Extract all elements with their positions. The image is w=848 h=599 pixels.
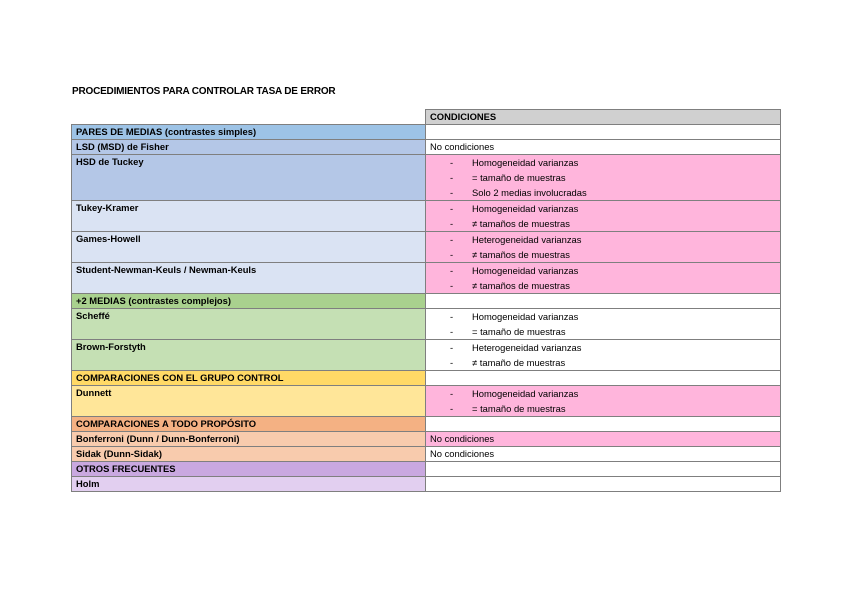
procedure-row (72, 447, 781, 462)
procedure-row (72, 155, 781, 201)
bullet-dash: - (450, 311, 454, 322)
bullet-dash: - (450, 265, 454, 276)
procedure-name: Holm (72, 477, 426, 492)
bullet-dash: - (450, 249, 454, 260)
bullet-dash: - (450, 326, 454, 337)
conditions-cell (426, 477, 781, 492)
conditions-list (430, 232, 776, 262)
conditions-cell (426, 417, 781, 432)
procedure-name: LSD (MSD) de Fisher (72, 140, 426, 155)
condition-text: Heterogeneidad varianzas (472, 234, 582, 245)
condition-item (430, 386, 776, 401)
conditions-cell (426, 155, 781, 201)
condition-text: ≠ tamaños de muestras (472, 249, 570, 260)
condition-item (430, 309, 776, 324)
table-body (72, 110, 781, 492)
condition-text: Homogeneidad varianzas (472, 265, 579, 276)
section-row (72, 294, 781, 309)
section-row (72, 417, 781, 432)
bullet-dash: - (450, 234, 454, 245)
condition-item (430, 155, 776, 170)
procedure-name: Sidak (Dunn-Sidak) (72, 447, 426, 462)
conditions-list (430, 340, 776, 370)
condition-item (430, 201, 776, 216)
header-row (72, 110, 781, 125)
condition-item (430, 401, 776, 416)
no-conditions-cell: No condiciones (426, 140, 781, 155)
bullet-dash: - (450, 388, 454, 399)
bullet-dash: - (450, 342, 454, 353)
section-label: +2 MEDIAS (contrastes complejos) (72, 294, 426, 309)
document-title: PROCEDIMIENTOS PARA CONTROLAR TASA DE ERROR (72, 86, 336, 97)
procedure-row (72, 309, 781, 340)
procedure-row (72, 477, 781, 492)
procedure-name: Brown-Forstyth (72, 340, 426, 371)
conditions-cell (426, 386, 781, 417)
procedure-row (72, 201, 781, 232)
conditions-header: CONDICIONES (426, 110, 781, 125)
procedure-name: Student-Newman-Keuls / Newman-Keuls (72, 263, 426, 294)
condition-text: ≠ tamaño de muestras (472, 357, 566, 368)
condition-text: Homogeneidad varianzas (472, 157, 579, 168)
procedure-name: Games-Howell (72, 232, 426, 263)
conditions-cell (426, 371, 781, 386)
conditions-list (430, 201, 776, 231)
condition-text: Homogeneidad varianzas (472, 388, 579, 399)
procedure-row (72, 232, 781, 263)
procedure-row (72, 263, 781, 294)
procedure-name: Dunnett (72, 386, 426, 417)
conditions-list (430, 263, 776, 293)
condition-item (430, 232, 776, 247)
bullet-dash: - (450, 218, 454, 229)
condition-item (430, 324, 776, 339)
section-row (72, 462, 781, 477)
condition-text: ≠ tamaños de muestras (472, 218, 570, 229)
condition-item (430, 278, 776, 293)
condition-item (430, 170, 776, 185)
conditions-cell (426, 462, 781, 477)
section-label: OTROS FRECUENTES (72, 462, 426, 477)
procedure-name: Scheffé (72, 309, 426, 340)
bullet-dash: - (450, 203, 454, 214)
bullet-dash: - (450, 157, 454, 168)
bullet-dash: - (450, 403, 454, 414)
conditions-list (430, 309, 776, 339)
condition-text: Homogeneidad varianzas (472, 203, 579, 214)
procedure-name: Bonferroni (Dunn / Dunn-Bonferroni) (72, 432, 426, 447)
conditions-cell (426, 232, 781, 263)
header-empty-cell (72, 110, 426, 125)
condition-text: = tamaño de muestras (472, 326, 566, 337)
section-label: PARES DE MEDIAS (contrastes simples) (72, 125, 426, 140)
conditions-cell (426, 309, 781, 340)
condition-text: = tamaño de muestras (472, 403, 566, 414)
conditions-list (430, 155, 776, 200)
condition-item (430, 216, 776, 231)
condition-text: Heterogeneidad varianzas (472, 342, 582, 353)
section-label: COMPARACIONES A TODO PROPÓSITO (72, 417, 426, 432)
bullet-dash: - (450, 187, 454, 198)
condition-item (430, 355, 776, 370)
conditions-cell (426, 125, 781, 140)
no-conditions-cell: No condiciones (426, 432, 781, 447)
condition-item (430, 247, 776, 262)
section-row (72, 125, 781, 140)
condition-item (430, 340, 776, 355)
conditions-cell (426, 201, 781, 232)
procedures-table (71, 109, 781, 492)
bullet-dash: - (450, 172, 454, 183)
condition-text: Solo 2 medias involucradas (472, 187, 587, 198)
condition-item (430, 185, 776, 200)
bullet-dash: - (450, 357, 454, 368)
conditions-cell (426, 263, 781, 294)
procedure-row (72, 140, 781, 155)
procedure-name: HSD de Tuckey (72, 155, 426, 201)
bullet-dash: - (450, 280, 454, 291)
procedure-row (72, 386, 781, 417)
condition-text: Homogeneidad varianzas (472, 311, 579, 322)
condition-item (430, 263, 776, 278)
procedure-row (72, 432, 781, 447)
section-row (72, 371, 781, 386)
conditions-cell (426, 294, 781, 309)
condition-text: ≠ tamaños de muestras (472, 280, 570, 291)
condition-text: = tamaño de muestras (472, 172, 566, 183)
conditions-list (430, 386, 776, 416)
procedure-row (72, 340, 781, 371)
section-label: COMPARACIONES CON EL GRUPO CONTROL (72, 371, 426, 386)
no-conditions-cell: No condiciones (426, 447, 781, 462)
conditions-cell (426, 340, 781, 371)
procedure-name: Tukey-Kramer (72, 201, 426, 232)
